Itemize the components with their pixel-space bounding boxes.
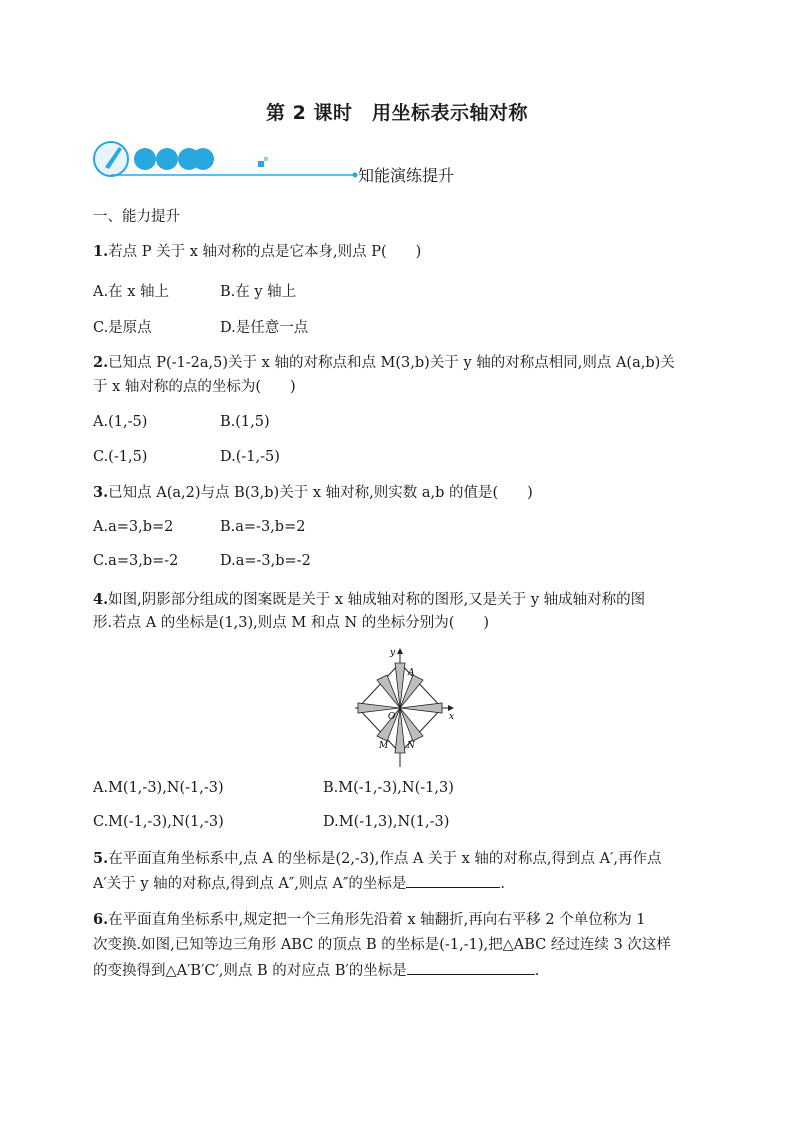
question-text: 在平面直角坐标系中,点 A 的坐标是(2,-3),作点 A 关于 x 轴的对称点,得到点 A′,再作点 bbox=[108, 851, 662, 867]
section-heading: 一、能力提升 bbox=[93, 209, 180, 225]
question-text: 已知点 P(-1-2a,5)关于 x 轴的对称点和点 M(3,b)关于 y 轴的对称点相同,则点 A(a,b)关 bbox=[108, 355, 675, 371]
point-n-label: N bbox=[407, 741, 415, 751]
question-number: 2. bbox=[93, 354, 109, 371]
question-number: 5. bbox=[93, 850, 109, 867]
option-b: B.(1,5) bbox=[220, 414, 270, 430]
option-c: C.M(-1,-3),N(1,-3) bbox=[93, 814, 224, 830]
y-axis-label: y bbox=[390, 648, 396, 658]
question-text: 若点 P 关于 x 轴对称的点是它本身,则点 P( ) bbox=[108, 244, 422, 260]
question-number: 4. bbox=[93, 591, 109, 608]
question-2 bbox=[93, 353, 675, 373]
point-m-label: M bbox=[379, 741, 389, 751]
option-a: A.在 x 轴上 bbox=[93, 284, 169, 300]
option-d: D.(-1,-5) bbox=[220, 449, 280, 465]
y-axis-arrow bbox=[397, 648, 403, 654]
option-d: D.M(-1,3),N(1,-3) bbox=[323, 814, 450, 830]
question-text: A′关于 y 轴的对称点,得到点 A″,则点 A″的坐标是 bbox=[93, 876, 407, 892]
option-a: A.a=3,b=2 bbox=[93, 519, 174, 535]
question-6-line-3 bbox=[93, 960, 539, 981]
question-4 bbox=[93, 590, 645, 610]
option-c: C.(-1,5) bbox=[93, 449, 148, 465]
question-number: 3. bbox=[93, 484, 109, 501]
question-text: 已知点 A(a,2)与点 B(3,b)关于 x 轴对称,则实数 a,b 的值是( ) bbox=[108, 485, 533, 501]
banner-rule-dot bbox=[353, 173, 358, 178]
question-3 bbox=[93, 483, 533, 503]
question-text: 在平面直角坐标系中,规定把一个三角形先沿着 x 轴翻折,再向右平移 2 个单位称为 1 bbox=[108, 912, 646, 928]
option-b: B.M(-1,-3),N(-1,3) bbox=[323, 780, 454, 796]
question-number: 6. bbox=[93, 911, 109, 928]
question-end: . bbox=[500, 876, 505, 892]
question-text: 的变换得到△A′B′C′,则点 B 的对应点 B′的坐标是 bbox=[93, 963, 407, 979]
question-2-line-2: 于 x 轴对称的点的坐标为( ) bbox=[93, 379, 296, 395]
point-a-label: A bbox=[408, 668, 415, 678]
symmetry-figure bbox=[350, 645, 460, 770]
x-axis-arrow bbox=[448, 705, 454, 711]
question-4-line-2: 形.若点 A 的坐标是(1,3),则点 M 和点 N 的坐标分别为( ) bbox=[93, 615, 490, 631]
question-6-line-2: 次变换.如图,已知等边三角形 ABC 的顶点 B 的坐标是(-1,-1),把△ABC 经过连续 3 次这样 bbox=[93, 937, 671, 953]
option-b: B.a=-3,b=2 bbox=[220, 519, 306, 535]
square-icon bbox=[258, 161, 264, 167]
question-6 bbox=[93, 910, 646, 930]
question-end: . bbox=[534, 963, 540, 979]
question-number: 1. bbox=[93, 243, 109, 260]
answer-blank[interactable] bbox=[406, 873, 500, 888]
shaded-triangle bbox=[400, 703, 442, 713]
origin-label: O bbox=[388, 712, 396, 722]
option-a: A.M(1,-3),N(-1,-3) bbox=[93, 780, 224, 796]
page-title: 第 2 课时 用坐标表示轴对称 bbox=[266, 102, 528, 124]
question-5 bbox=[93, 849, 662, 869]
option-d: D.a=-3,b=-2 bbox=[220, 553, 311, 569]
option-c: C.是原点 bbox=[93, 320, 152, 336]
dot-4 bbox=[192, 148, 214, 170]
option-d: D.是任意一点 bbox=[220, 320, 309, 336]
option-a: A.(1,-5) bbox=[93, 414, 148, 430]
dot-1 bbox=[134, 148, 156, 170]
question-1 bbox=[93, 242, 421, 262]
question-text: 如图,阴影部分组成的图案既是关于 x 轴成轴对称的图形,又是关于 y 轴成轴对称的图 bbox=[108, 592, 646, 608]
square-icon-small bbox=[264, 157, 268, 161]
option-b: B.在 y 轴上 bbox=[220, 284, 297, 300]
dot-2 bbox=[156, 148, 178, 170]
question-5-line-2 bbox=[93, 873, 505, 894]
option-c: C.a=3,b=-2 bbox=[93, 553, 179, 569]
answer-blank[interactable] bbox=[407, 960, 535, 975]
x-axis-label: x bbox=[449, 712, 455, 722]
banner-label: 知能演练提升 bbox=[358, 166, 455, 185]
